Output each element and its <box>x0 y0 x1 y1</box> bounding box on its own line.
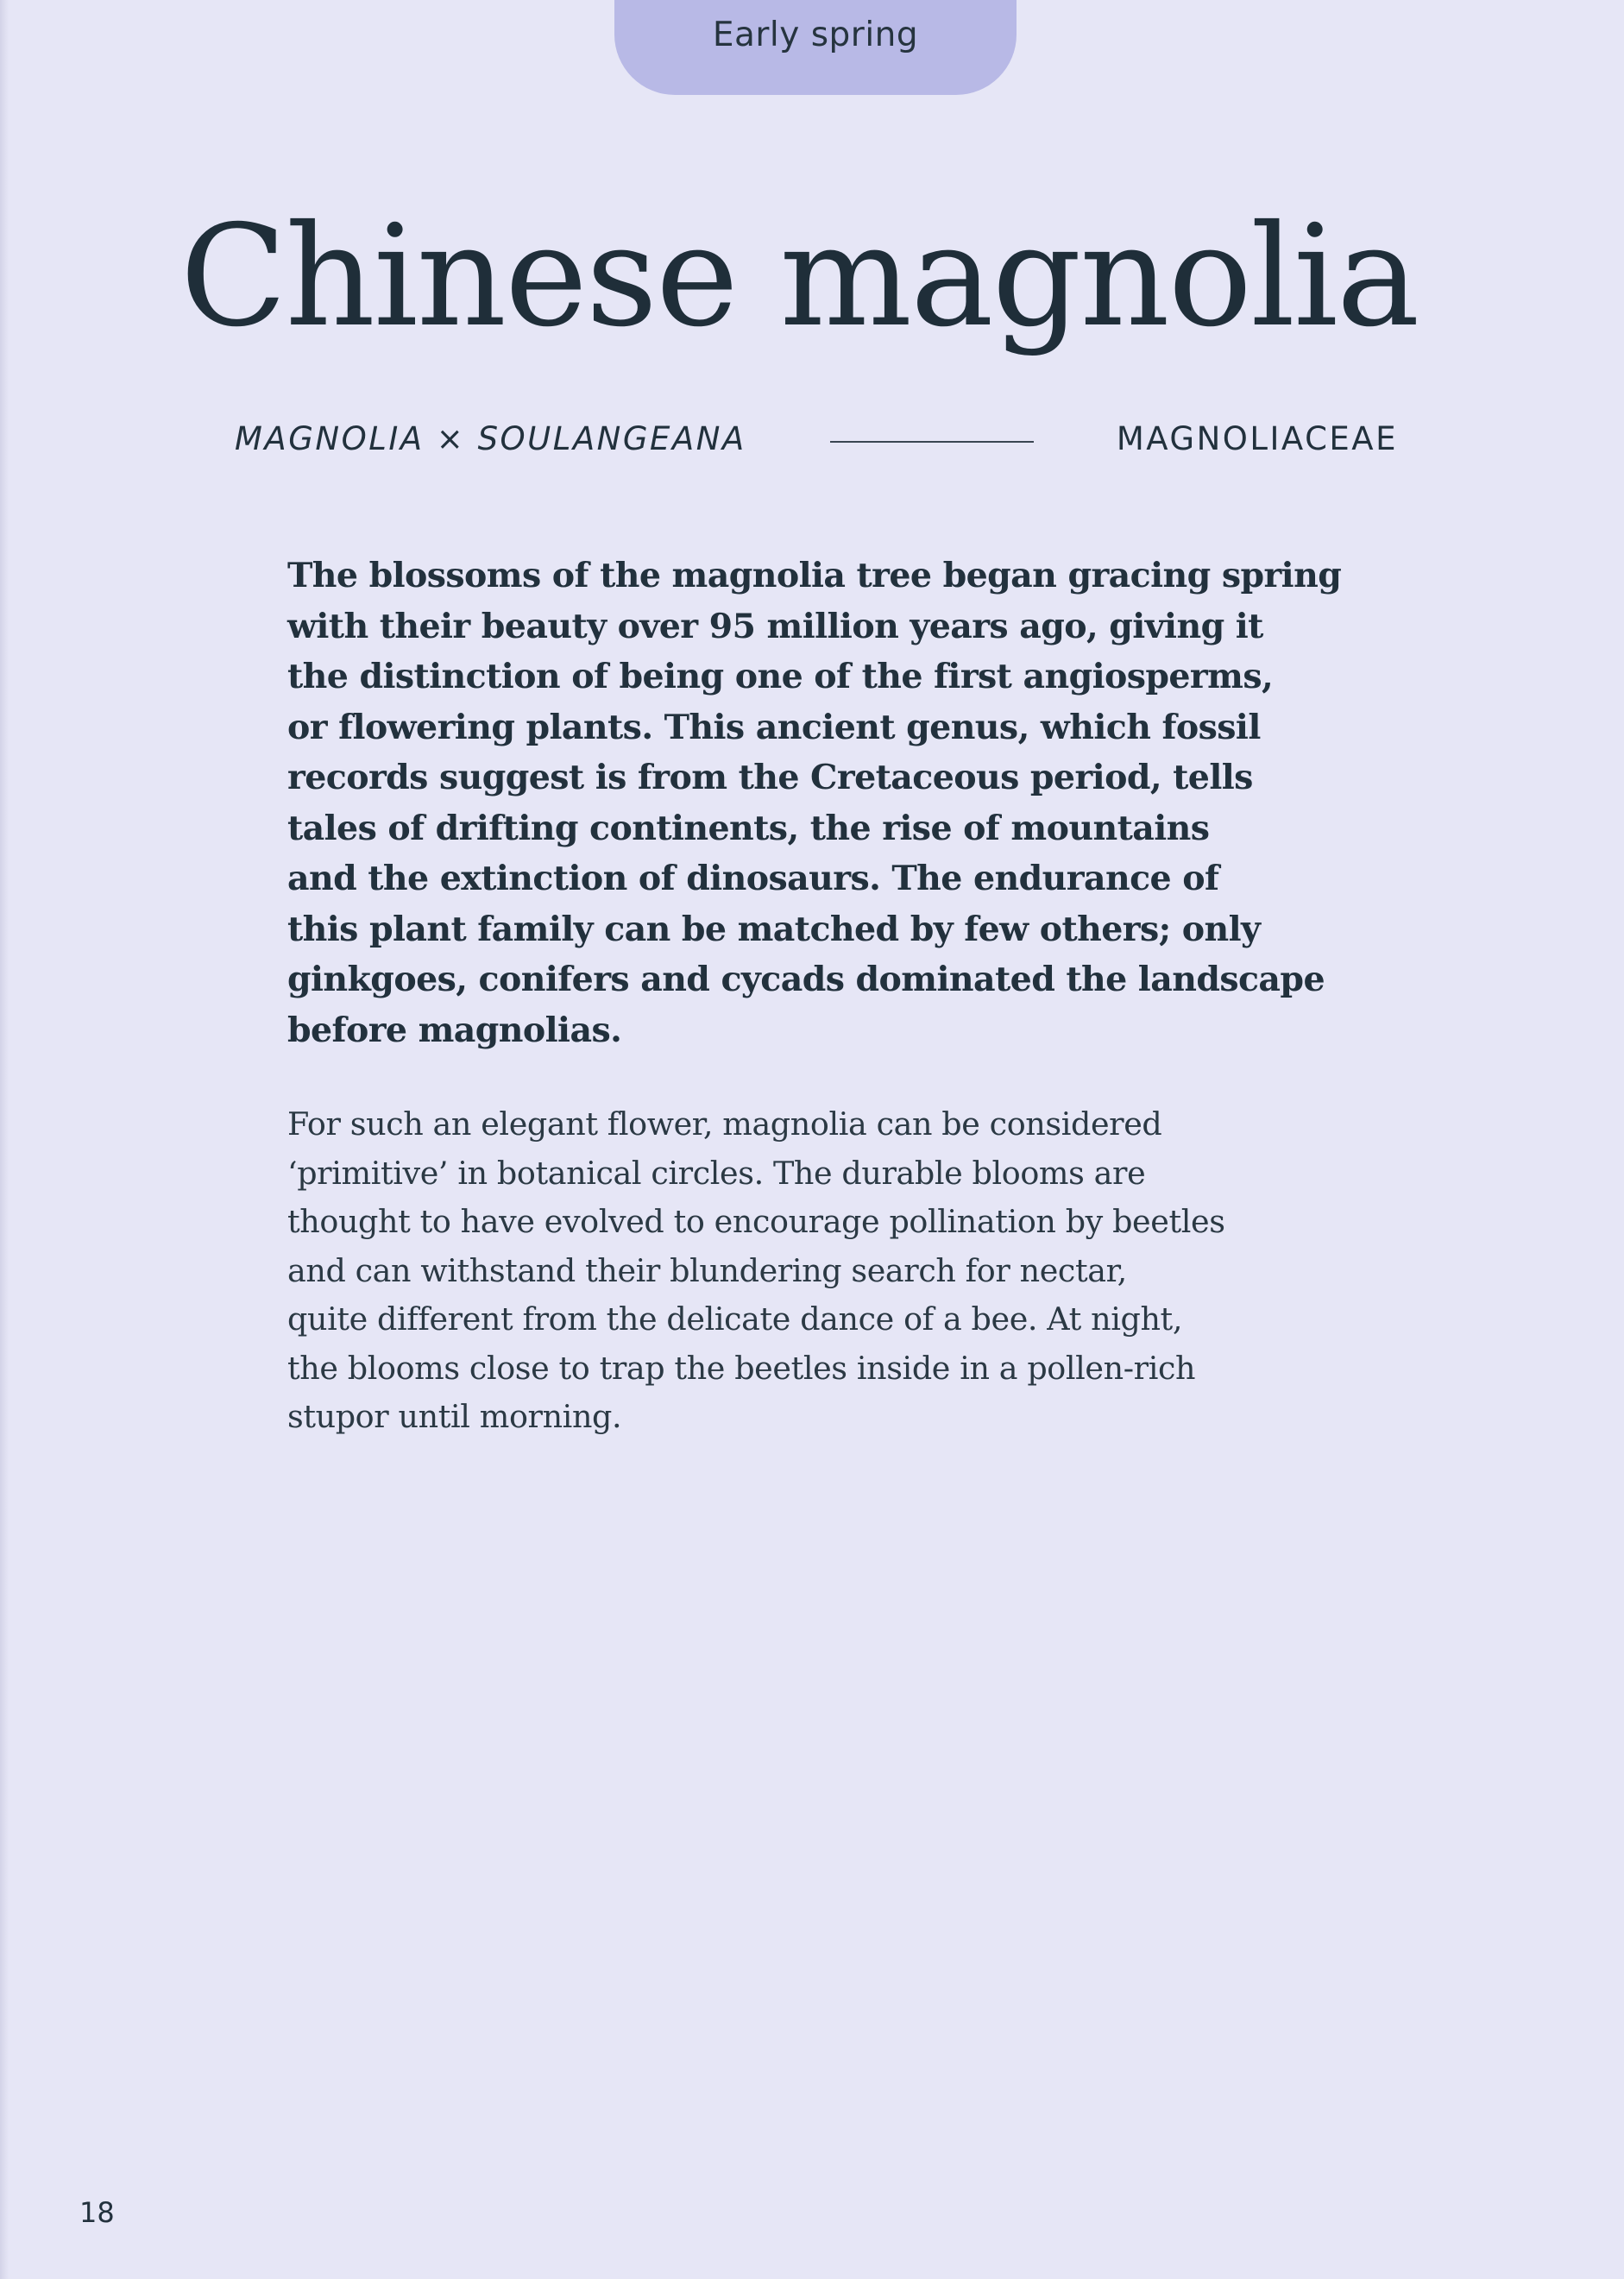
page-title: Chinese magnolia <box>179 196 1419 358</box>
latin-name: MAGNOLIA × SOULANGEANA <box>235 420 746 457</box>
subtitle-divider <box>830 441 1034 443</box>
page-number: 18 <box>79 2196 115 2229</box>
body-paragraph: For such an elegant flower, magnolia can be considered ‘primitive’ in botanical circles. The durable blooms are thought to have evolved to encourage pollination by beetles and can withstand their blundering search for nectar, quite different from the delicate dance of a bee. At night, the blooms close to trap the beetles inside in a pollen-rich stupor until morning. <box>287 1105 1225 1435</box>
season-label: Early spring <box>712 16 919 54</box>
article-body <box>287 551 1349 1442</box>
intro-paragraph: The blossoms of the magnolia tree began gracing spring with their beauty over 95 million years ago, giving it the distinction of being one of the first angiosperms, or flowering plants. This ancient genus, which fossil records suggest is from the Cretaceous period, tells tales of drifting continents, the rise of mountains and the extinction of dinosaurs. The endurance of this plant family can be matched by few others; only ginkgoes, conifers and cycads dominated the landscape before magnolias. <box>287 556 1342 1050</box>
subtitle-row <box>235 420 1398 463</box>
season-tab <box>614 0 1017 95</box>
family-name: MAGNOLIACEAE <box>1116 420 1398 457</box>
